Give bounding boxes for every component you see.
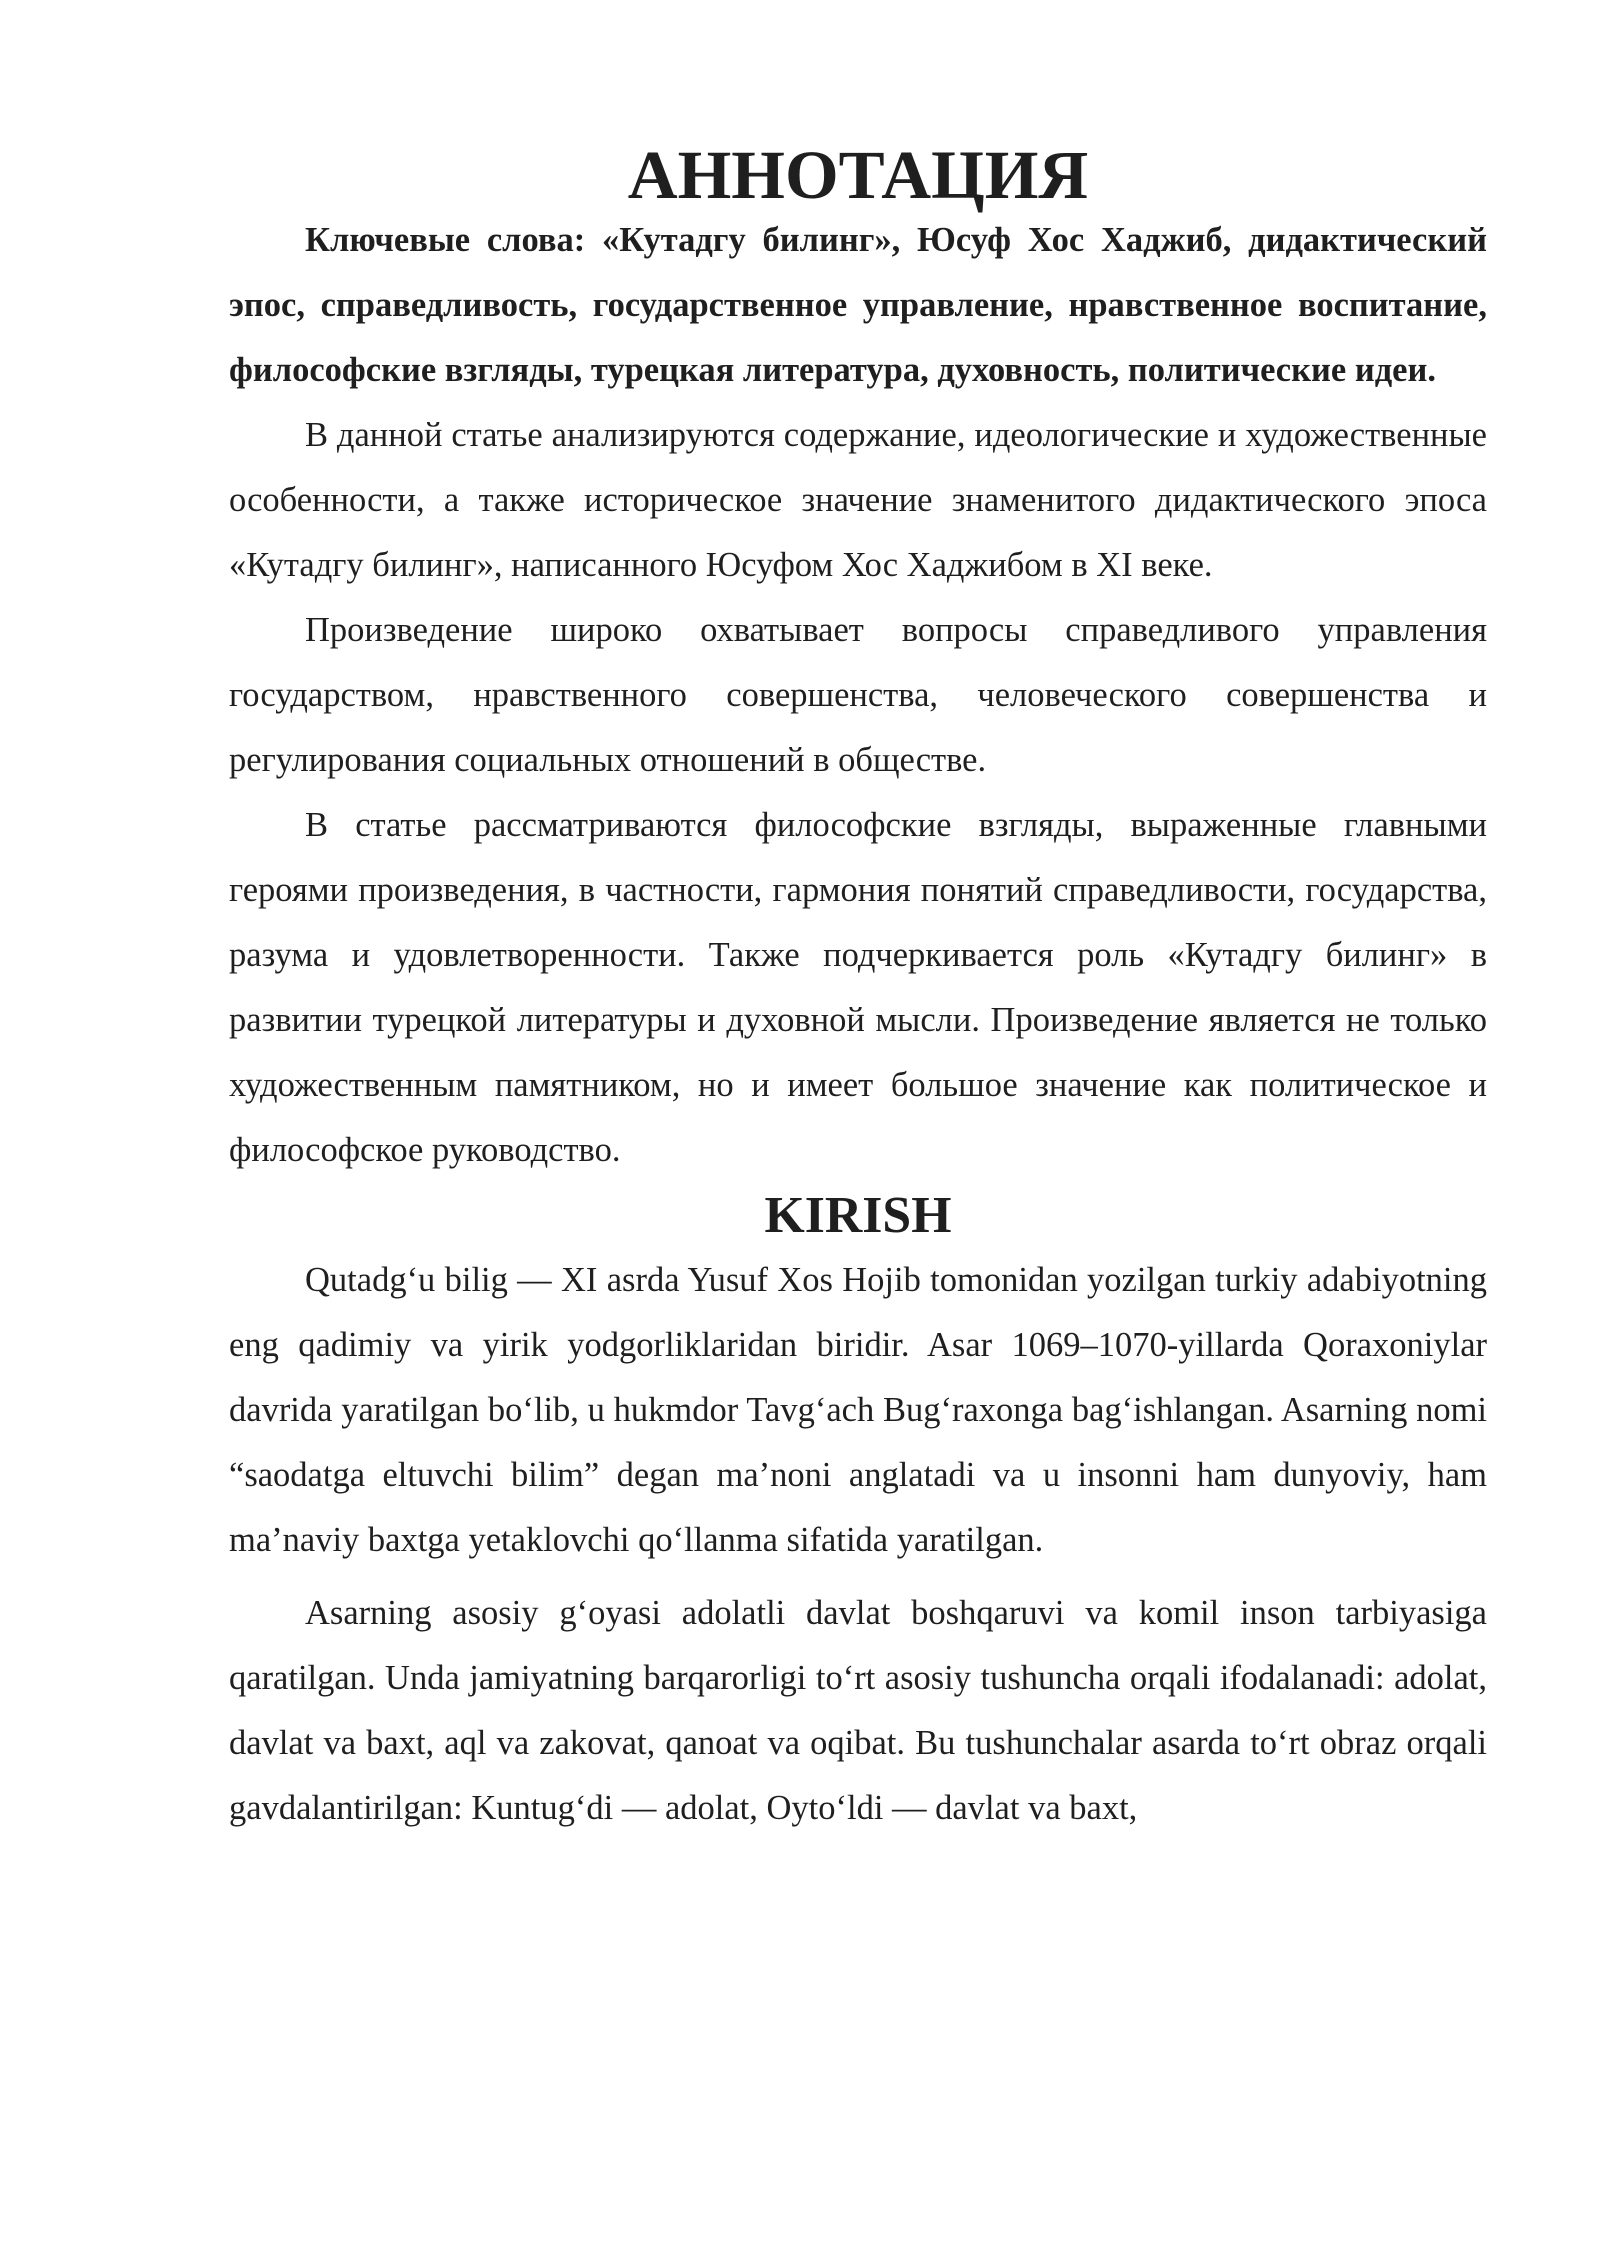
annotation-paragraph-1: В данной статье анализируются содержание, идеологические и художественные особенности, а также историческое значение знаменитого дидактического эпоса «Кутадгу билинг», написанного Юсуфом Хос Хаджибом в XI веке.: [229, 416, 1487, 584]
intro-paragraph-1: Qutadg‘u bilig — XI asrda Yusuf Xos Hojib tomonidan yozilgan turkiy adabiyotning eng qadimiy va yirik yodgorliklaridan biridir. Asar 1069–1070-yillarda Qoraxoniylar davrida yaratilgan bo‘lib, u hukmdor Tavg‘ach Bug‘raxonga bag‘ishlangan. Asarning nomi “saodatga eltuvchi bilim” degan ma’noni anglatadi va u insonni ham dunyoviy, ham ma’naviy baxtga yetaklovchi qo‘llanma sifatida yaratilgan.: [229, 1261, 1487, 1559]
annotation-heading: АННОТАЦИЯ: [627, 137, 1089, 213]
annotation-paragraph-2: Произведение широко охватывает вопросы справедливого управления государством, нравственного совершенства, человеческого совершенства и регулирования социальных отношений в обществе.: [229, 611, 1487, 779]
intro-heading: KIRISH: [764, 1187, 952, 1244]
annotation-paragraph-3: В статье рассматриваются философские взгляды, выраженные главными героями произведения, в частности, гармония понятий справедливости, государства, разума и удовлетворенности. Также подчеркивается роль «Кутадгу билинг» в развитии турецкой литературы и духовной мысли. Произведение является не только художественным памятником, но и имеет большое значение как политическое и философское руководство.: [229, 806, 1487, 1169]
document-page: [229, 137, 1487, 1841]
keywords-paragraph: Ключевые слова: «Кутадгу билинг», Юсуф Хос Хаджиб, дидактический эпос, справедливость, государственное управление, нравственное воспитание, философские взгляды, турецкая литература, духовность, политические идеи.: [229, 221, 1487, 389]
intro-paragraph-2: Asarning asosiy g‘oyasi adolatli davlat boshqaruvi va komil inson tarbiyasiga qaratilgan. Unda jamiyatning barqarorligi to‘rt asosiy tushuncha orqali ifodalanadi: adolat, davlat va baxt, aql va zakovat, qanoat va oqibat. Bu tushunchalar asarda to‘rt obraz orqali gavdalantirilgan: Kuntug‘di — adolat, Oyto‘ldi — davlat va baxt,: [229, 1594, 1487, 1827]
